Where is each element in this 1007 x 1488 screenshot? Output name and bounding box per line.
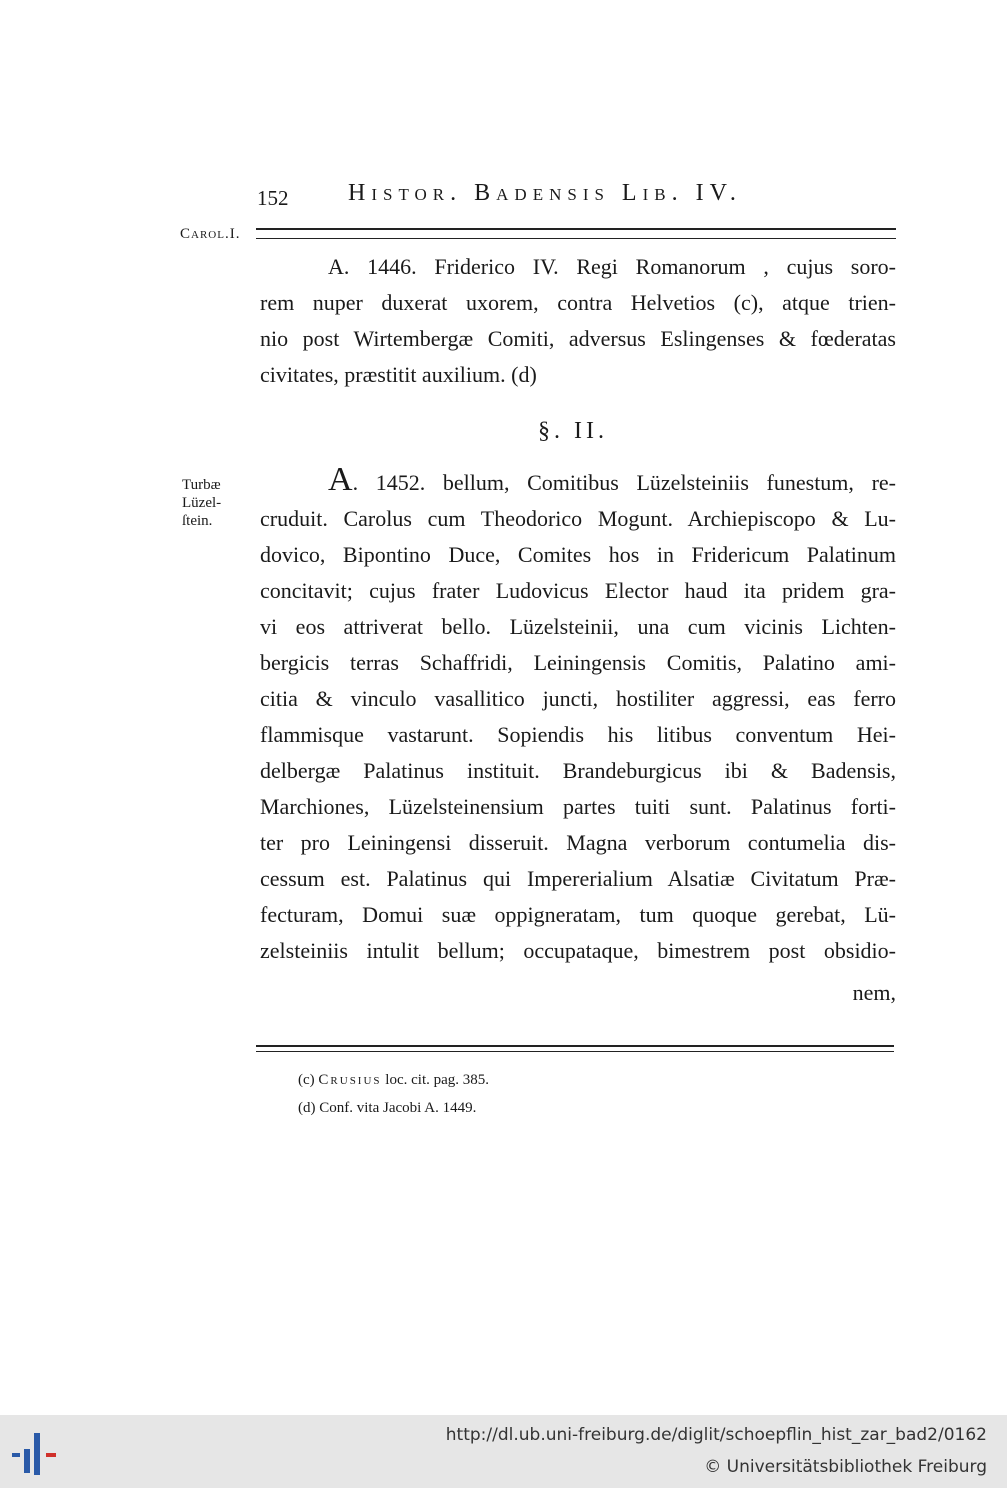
margin-note-line: Turbæ: [182, 477, 221, 493]
text-line-first: [328, 461, 896, 501]
permalink-url[interactable]: http://dl.ub.uni-freiburg.de/diglit/schoepflin_hist_zar_bad2/0162: [445, 1425, 987, 1445]
section-heading: §. II.: [538, 418, 608, 444]
margin-note: [182, 476, 252, 530]
text-line: rem nuper duxerat uxorem, contra Helvetios (c), atque trien-: [260, 290, 896, 315]
margin-note-line: ſtein.: [182, 513, 213, 529]
text-line: delbergæ Palatinus instituit. Brandeburgicus ibi & Badensis,: [260, 758, 896, 783]
footnote-marker: (c): [298, 1072, 315, 1088]
margin-note-line: Lüzel-: [182, 495, 222, 511]
text-line: cruduit. Carolus cum Theodorico Mogunt. Archiepiscopo & Lu-: [260, 506, 896, 531]
drop-cap: A: [328, 461, 353, 498]
footnote-text: loc. cit. pag. 385.: [385, 1072, 490, 1088]
text-line: concitavit; cujus frater Ludovicus Elector haud ita pridem gra-: [260, 578, 896, 603]
text-line: zelsteiniis intulit bellum; occupataque, bimestrem post obsidio-: [260, 938, 896, 963]
text-line: A. 1446. Friderico IV. Regi Romanorum , cujus soro-: [328, 254, 896, 279]
footnote-marker: (d): [298, 1100, 316, 1116]
copyright-text: © Universitätsbibliothek Freiburg: [704, 1457, 987, 1477]
text-line: cessum est. Palatinus qui Impererialium Alsatiæ Civitatum Præ-: [260, 866, 896, 891]
text-line: bergicis terras Schaffridi, Leiningensis Comitis, Palatino ami-: [260, 650, 896, 675]
text-line: ter pro Leiningensi disseruit. Magna verborum contumelia dis-: [260, 830, 896, 855]
footnote-text: Conf. vita Jacobi A. 1449.: [319, 1100, 477, 1116]
page-number: 152: [257, 186, 289, 210]
text-line: vi eos attriverat bello. Lüzelsteinii, una cum vicinis Lichten-: [260, 614, 896, 639]
text-line: citia & vinculo vasallitico juncti, hostiliter aggressi, eas ferro: [260, 686, 896, 711]
margin-mark: Carol.I.: [180, 226, 241, 242]
footnote-d: [298, 1100, 476, 1117]
footnote-c: [298, 1072, 489, 1089]
text-line: nio post Wirtembergæ Comiti, adversus Eslingenses & fœderatas: [260, 326, 896, 351]
footer-bar: [0, 1415, 1007, 1488]
catchword: nem,: [852, 980, 896, 1005]
header-rule: [256, 228, 896, 239]
text-line: fecturam, Domui suæ oppigneratam, tum quoque gerebat, Lü-: [260, 902, 896, 927]
first-line-text: . 1452. bellum, Comitibus Lüzelsteiniis funestum, re-: [352, 470, 896, 495]
footnote-rule: [256, 1045, 894, 1052]
text-line: Marchiones, Lüzelsteinensium partes tuiti sunt. Palatinus forti-: [260, 794, 896, 819]
text-line: dovico, Bipontino Duce, Comites hos in Fridericum Palatinum: [260, 542, 896, 567]
footnote-author: Crusius: [318, 1072, 382, 1088]
running-title: Histor. Badensis Lib. IV.: [348, 180, 742, 206]
library-logo-icon[interactable]: [12, 1431, 64, 1479]
text-line: flammisque vastarunt. Sopiendis his litibus conventum Hei-: [260, 722, 896, 747]
text-line: civitates, præstitit auxilium. (d): [260, 362, 537, 387]
